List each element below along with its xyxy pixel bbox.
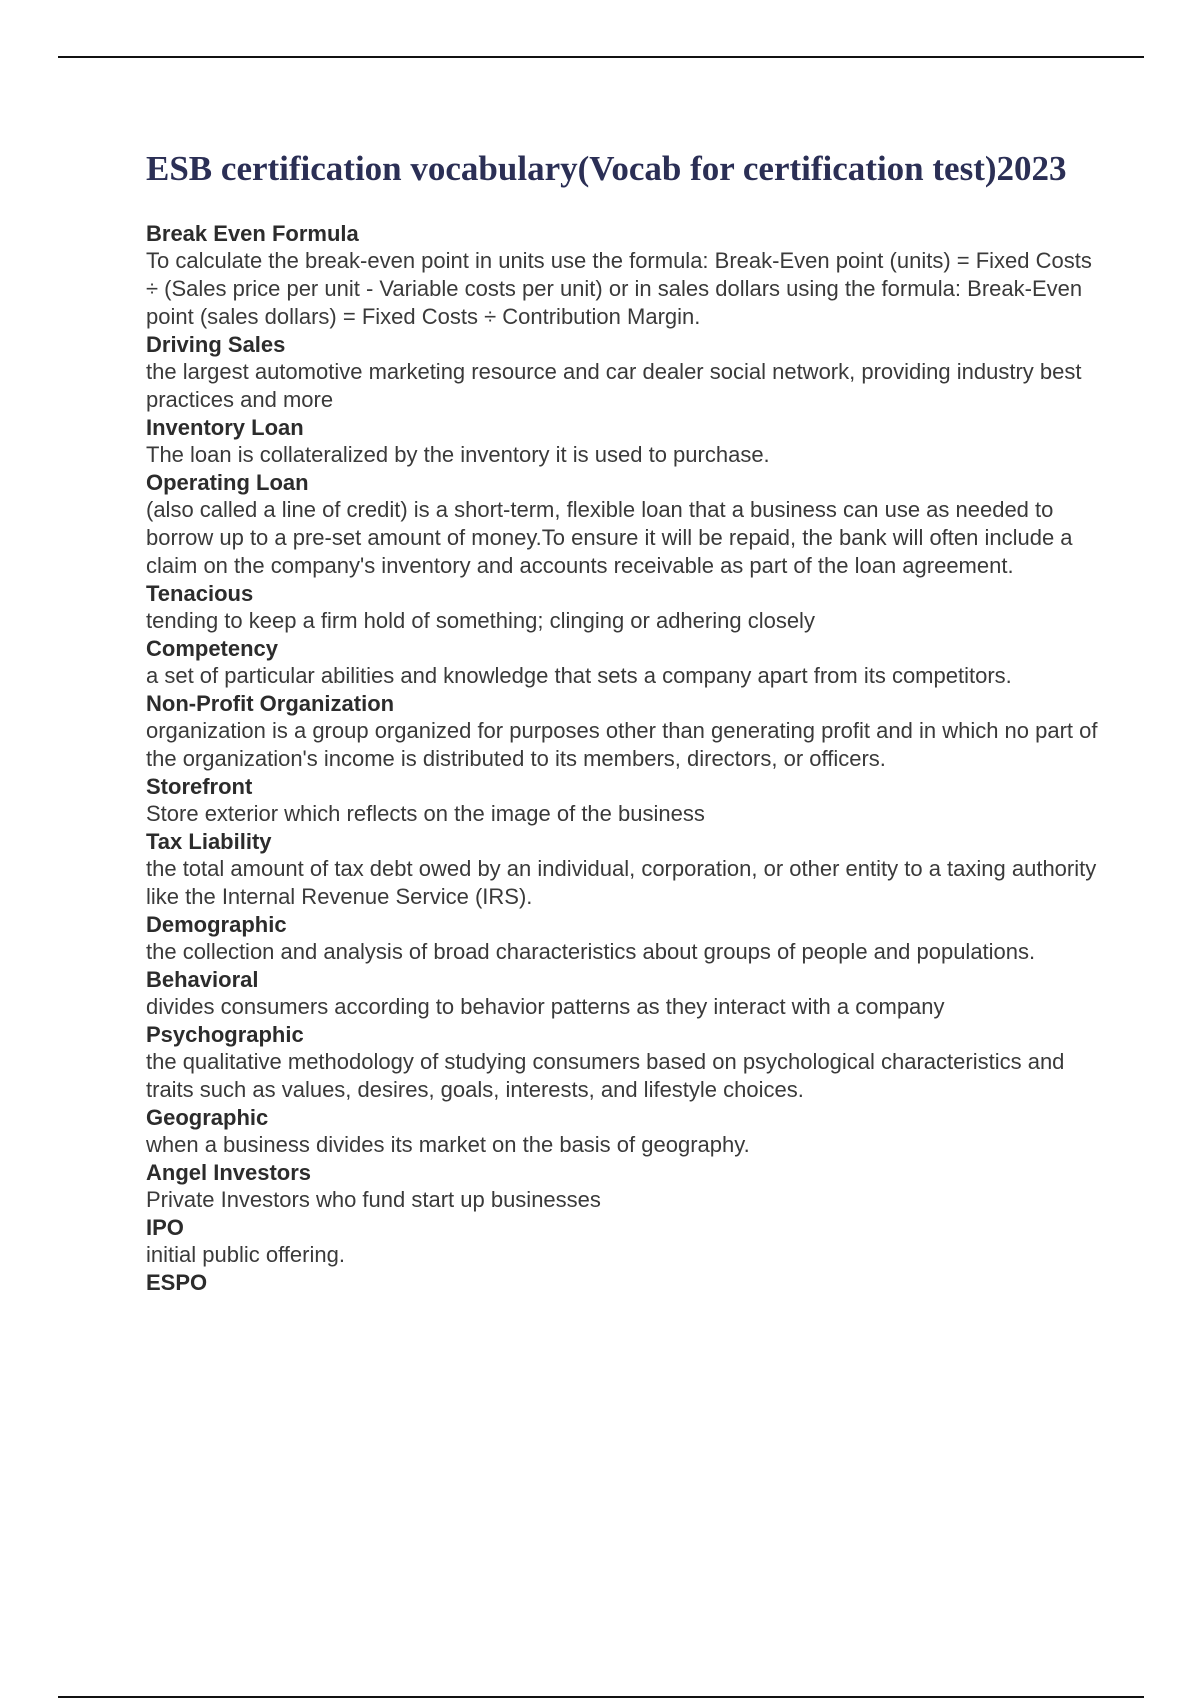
vocab-entry xyxy=(146,1021,1106,1104)
vocab-term: Competency xyxy=(146,636,279,661)
vocab-term: Demographic xyxy=(146,912,287,937)
vocab-definition: (also called a line of credit) is a short-term, flexible loan that a business can use as needed to borrow up to a pre-set amount of money.To ensure it will be repaid, the bank will often include a claim on the company's inventory and accounts receivable as part of the loan agreement. xyxy=(146,497,1073,578)
vocab-term: Inventory Loan xyxy=(146,415,304,440)
vocab-term: Behavioral xyxy=(146,967,259,992)
vocab-entry xyxy=(146,828,1106,911)
vocab-entry xyxy=(146,1214,1106,1269)
vocab-entry xyxy=(146,911,1106,966)
document-title: ESB certification vocabulary(Vocab for certification test)2023 xyxy=(146,149,1067,188)
vocab-entry xyxy=(146,469,1106,580)
vocab-term: Break Even Formula xyxy=(146,221,359,246)
vocab-term: Driving Sales xyxy=(146,332,286,357)
vocab-term: Operating Loan xyxy=(146,470,309,495)
vocab-entry xyxy=(146,580,1106,635)
vocab-term: Tenacious xyxy=(146,581,254,606)
vocab-term: Geographic xyxy=(146,1105,269,1130)
top-rule xyxy=(58,56,1144,58)
vocab-definition: Store exterior which reflects on the image of the business xyxy=(146,801,705,826)
vocab-term: Angel Investors xyxy=(146,1160,312,1185)
vocab-definition: Private Investors who fund start up businesses xyxy=(146,1187,601,1212)
vocab-term: Psychographic xyxy=(146,1022,304,1047)
vocab-entry xyxy=(146,690,1106,773)
vocab-term: Storefront xyxy=(146,774,253,799)
vocab-term: ESPO xyxy=(146,1270,208,1295)
vocab-definition: the qualitative methodology of studying consumers based on psychological characteristics and traits such as values, desires, goals, interests, and lifestyle choices. xyxy=(146,1049,1065,1102)
vocab-definition: initial public offering. xyxy=(146,1242,345,1267)
vocab-entry xyxy=(146,773,1106,828)
vocab-definition: the collection and analysis of broad characteristics about groups of people and populations. xyxy=(146,939,1036,964)
vocab-definition: a set of particular abilities and knowledge that sets a company apart from its competitors. xyxy=(146,663,1012,688)
vocab-entry xyxy=(146,1159,1106,1214)
vocab-term: IPO xyxy=(146,1215,184,1240)
document-body xyxy=(146,148,1106,1296)
vocab-definition: the largest automotive marketing resource and car dealer social network, providing industry best practices and more xyxy=(146,359,1082,412)
vocab-entry xyxy=(146,635,1106,690)
vocab-definition: when a business divides its market on the basis of geography. xyxy=(146,1132,750,1157)
vocab-entry xyxy=(146,966,1106,1021)
vocab-entry xyxy=(146,331,1106,414)
vocab-entry xyxy=(146,1269,1106,1296)
vocab-definition: divides consumers according to behavior patterns as they interact with a company xyxy=(146,994,945,1019)
vocab-definition: To calculate the break-even point in units use the formula: Break-Even point (units) = Fixed Costs ÷ (Sales price per unit - Variable costs per unit) or in sales dollars using the formula: Break-Even point (sales dollars) = Fixed Costs ÷ Contribution Margin. xyxy=(146,248,1092,329)
vocab-entry xyxy=(146,220,1106,331)
vocab-term: Non-Profit Organization xyxy=(146,691,395,716)
vocab-entry xyxy=(146,1104,1106,1159)
vocab-definition: organization is a group organized for purposes other than generating profit and in which no part of the organization's income is distributed to its members, directors, or officers. xyxy=(146,718,1098,771)
vocab-entry xyxy=(146,414,1106,469)
vocab-definition: The loan is collateralized by the inventory it is used to purchase. xyxy=(146,442,770,467)
vocab-definition: tending to keep a firm hold of something; clinging or adhering closely xyxy=(146,608,815,633)
vocab-term: Tax Liability xyxy=(146,829,272,854)
bottom-rule xyxy=(58,1696,1144,1698)
vocab-definition: the total amount of tax debt owed by an individual, corporation, or other entity to a taxing authority like the Internal Revenue Service (IRS). xyxy=(146,856,1097,909)
